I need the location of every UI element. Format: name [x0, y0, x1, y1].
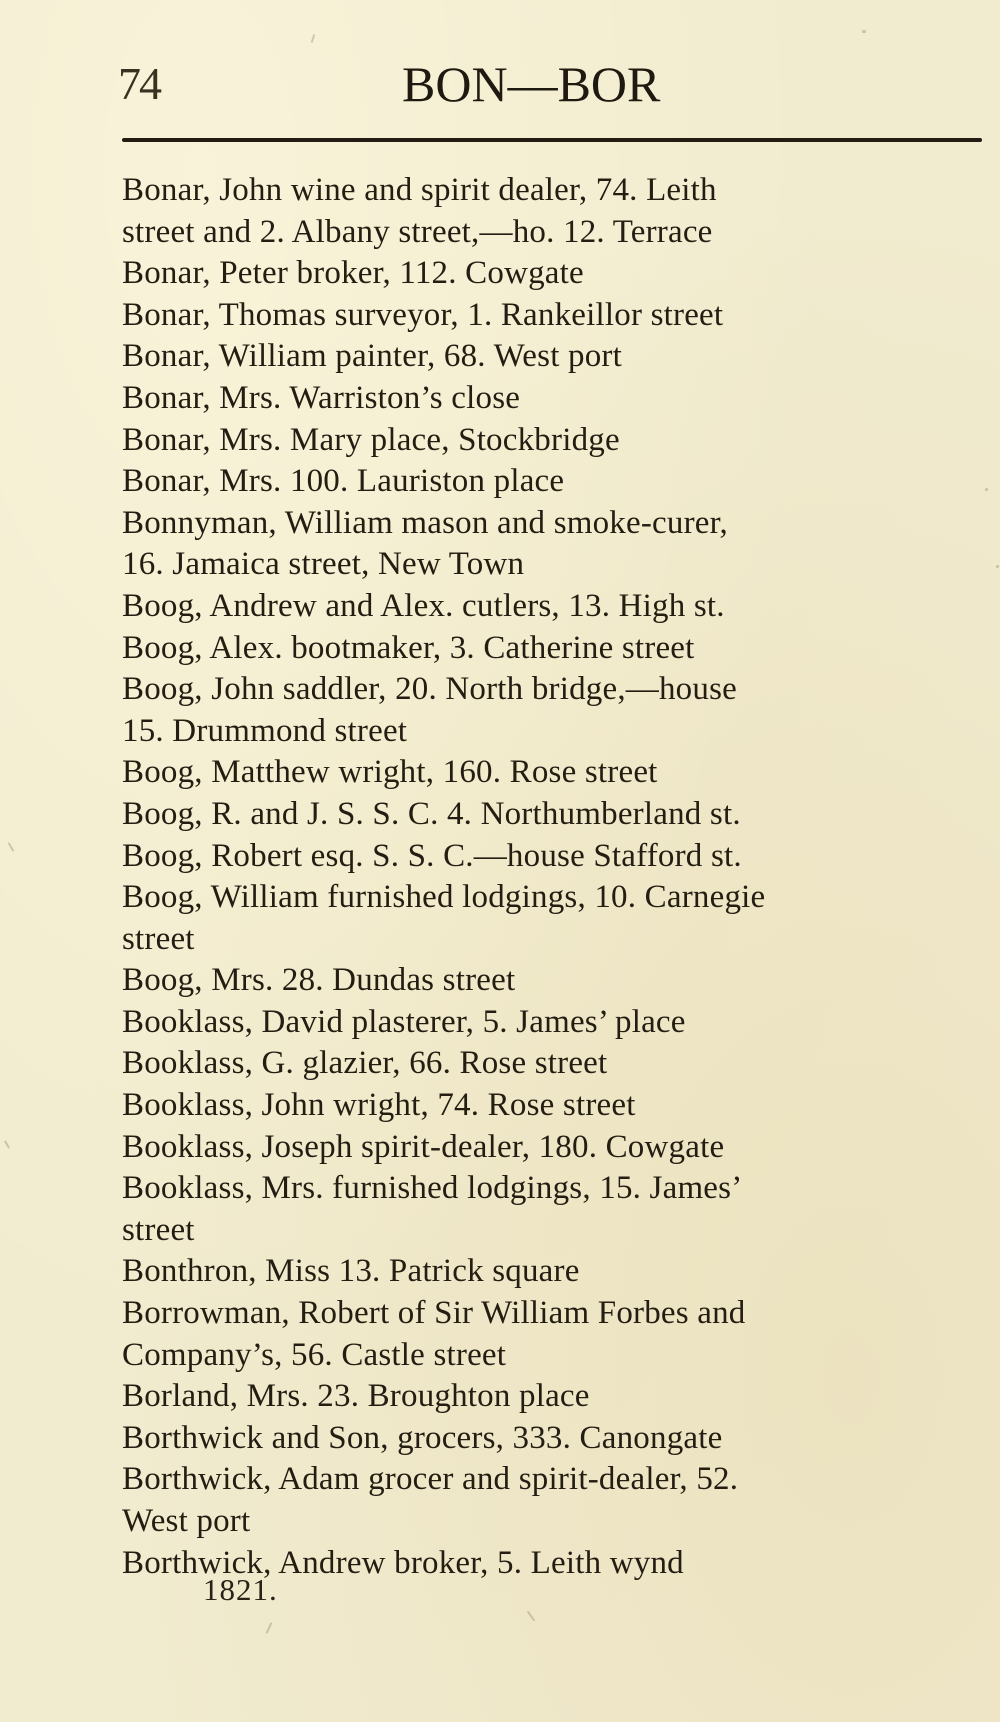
paper-speck — [311, 34, 316, 43]
paper-speck — [862, 30, 866, 33]
directory-entry — [122, 960, 992, 1002]
directory-entry — [122, 628, 992, 670]
entry-continuation-line: street — [122, 1211, 195, 1248]
paper-speck — [996, 565, 999, 568]
directory-entry — [122, 1085, 992, 1127]
entry-line: Bonar, Mrs. Warriston’s close — [122, 379, 521, 416]
directory-entry — [122, 1002, 992, 1044]
entry-continuation-line: Company’s, 56. Castle street — [122, 1336, 507, 1373]
paper-speck — [266, 1622, 273, 1634]
entry-line: Borthwick, Adam grocer and spirit-dealer, 52. — [122, 1461, 739, 1498]
directory-entry — [122, 1251, 992, 1293]
entry-continuation-line: 16. Jamaica street, New Town — [122, 546, 525, 583]
entry-continuation-line: street and 2. Albany street,—ho. 12. Terrace — [122, 213, 713, 250]
directory-entry — [122, 378, 992, 420]
entry-line: Bonthron, Miss 13. Patrick square — [122, 1253, 580, 1290]
entry-continuation-line: street — [122, 920, 195, 957]
entry-line: Boog, William furnished lodgings, 10. Carnegie — [122, 879, 766, 916]
entry-line: Boog, Alex. bootmaker, 3. Catherine street — [122, 629, 695, 666]
paper-speck — [8, 842, 15, 852]
entry-line: Borthwick and Son, grocers, 333. Canongate — [122, 1419, 723, 1456]
directory-entry — [122, 253, 992, 295]
entry-line: Bonar, Mrs. Mary place, Stockbridge — [122, 421, 620, 458]
directory-entry — [122, 1418, 992, 1460]
entry-line: Bonnyman, William mason and smoke-curer, — [122, 504, 728, 541]
paper-speck — [4, 1140, 10, 1149]
page-number: 74 — [118, 58, 160, 109]
directory-entry — [122, 503, 992, 586]
directory-entry — [122, 1168, 992, 1251]
entry-line: Booklass, Joseph spirit-dealer, 180. Cowgate — [122, 1128, 725, 1165]
entry-line: Boog, Andrew and Alex. cutlers, 13. High st. — [122, 587, 725, 624]
directory-entry — [122, 1459, 992, 1542]
entry-continuation-line: West port — [122, 1503, 251, 1539]
entry-line: Boog, Robert esq. S. S. C.—house Stafford st. — [122, 837, 742, 874]
entry-line: Bonar, William painter, 68. West port — [122, 338, 622, 375]
directory-entries — [122, 170, 992, 1584]
directory-entry — [122, 836, 992, 878]
section-title: BON—BOR — [402, 56, 661, 112]
entry-line: Borrowman, Robert of Sir William Forbes and — [122, 1295, 746, 1332]
entry-line: Boog, R. and J. S. S. C. 4. Northumberland st. — [122, 795, 741, 832]
entry-line: Booklass, John wright, 74. Rose street — [122, 1087, 636, 1124]
entry-line: Boog, Matthew wright, 160. Rose street — [122, 754, 658, 791]
paper-speck — [527, 1611, 536, 1622]
directory-entry — [122, 669, 992, 752]
directory-entry — [122, 420, 992, 462]
directory-entry — [122, 1376, 992, 1418]
directory-entry — [122, 1127, 992, 1169]
directory-entry — [122, 752, 992, 794]
signature-mark: 1821. — [203, 1572, 278, 1607]
entry-line: Borthwick, Andrew broker, 5. Leith wynd — [122, 1544, 684, 1581]
directory-entry — [122, 170, 992, 253]
entry-line: Borland, Mrs. 23. Broughton place — [122, 1378, 590, 1415]
entry-line: Booklass, David plasterer, 5. James’ place — [122, 1003, 686, 1040]
entry-line: Boog, John saddler, 20. North bridge,—house — [122, 671, 737, 708]
directory-entry — [122, 1043, 992, 1085]
entry-line: Booklass, G. glazier, 66. Rose street — [122, 1045, 608, 1082]
entry-line: Boog, Mrs. 28. Dundas street — [122, 962, 516, 999]
running-head — [118, 52, 980, 112]
entry-line: Booklass, Mrs. furnished lodgings, 15. James’ — [122, 1170, 743, 1207]
entry-line: Bonar, Thomas surveyor, 1. Rankeillor street — [122, 296, 724, 333]
entry-line: Bonar, Mrs. 100. Lauriston place — [122, 463, 565, 500]
directory-entry — [122, 461, 992, 503]
directory-entry — [122, 794, 992, 836]
paper-speck — [985, 488, 988, 491]
entry-line: Bonar, Peter broker, 112. Cowgate — [122, 255, 584, 292]
directory-entry — [122, 1293, 992, 1376]
directory-entry — [122, 877, 992, 960]
entry-continuation-line: 15. Drummond street — [122, 712, 408, 749]
directory-entry — [122, 295, 992, 337]
entry-line: Bonar, John wine and spirit dealer, 74. Leith — [122, 172, 717, 208]
directory-entry — [122, 586, 992, 628]
directory-entry — [122, 336, 992, 378]
header-rule — [122, 138, 982, 142]
